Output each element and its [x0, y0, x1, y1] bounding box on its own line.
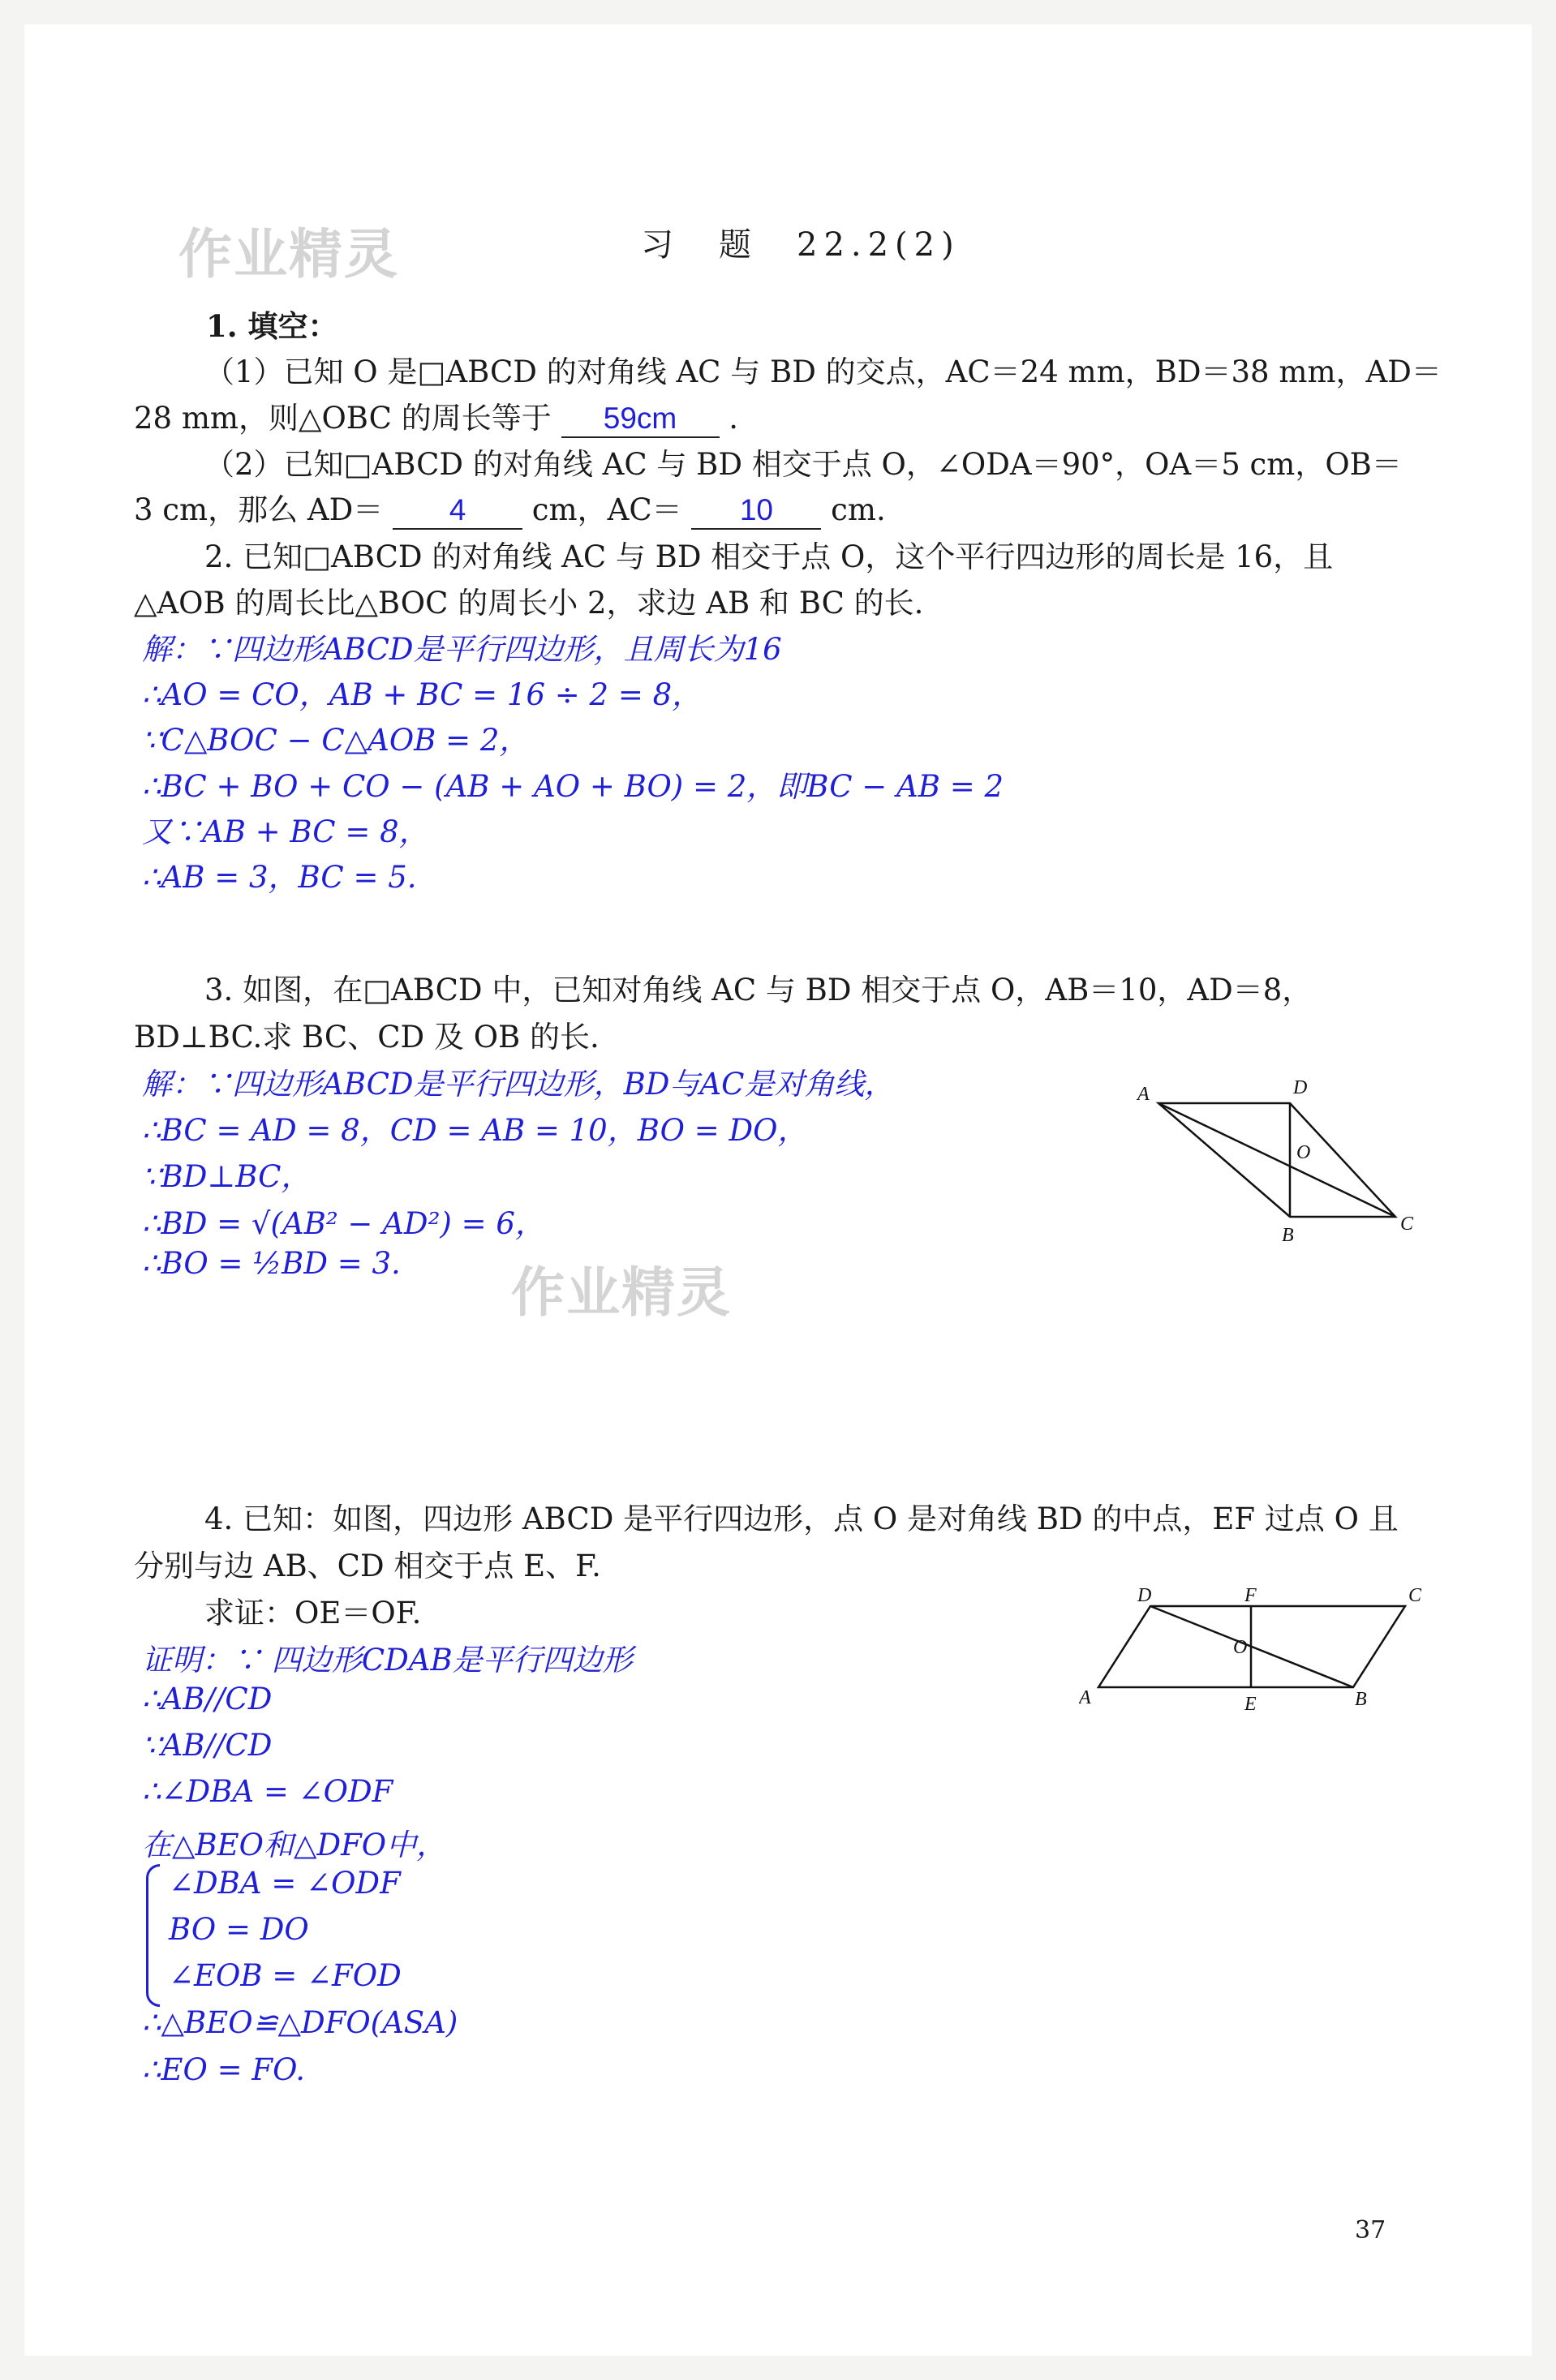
q2-line2: △AOB 的周长比△BOC 的周长小 2，求边 AB 和 BC 的长.: [134, 586, 924, 621]
q3-label-o: O: [1296, 1142, 1311, 1163]
q1-part1-line1: （1）已知 O 是□ABCD 的对角线 AC 与 BD 的交点，AC＝24 mm，BD＝38 mm，AD＝: [204, 354, 1442, 389]
q4-label-b: B: [1355, 1689, 1367, 1710]
q4-line3: 求证：OE＝OF.: [204, 1596, 422, 1630]
q3-line2: BD⊥BC.求 BC、CD 及 OB 的长.: [134, 1020, 600, 1055]
q3-label-a: A: [1137, 1084, 1150, 1105]
q1-part2-answer2: 10: [691, 495, 821, 530]
page: [24, 24, 1532, 2356]
q4-figure: [1079, 1582, 1460, 1728]
q4-solution-3: ∵AB//CD: [142, 1728, 273, 1763]
q1-part1-end: .: [729, 401, 739, 436]
q2-solution-4: ∴BC + BO + CO − (AB + AO + BO) = 2，即BC − AB = 2: [142, 769, 1004, 804]
q4-solution-5: 在△BEO和△DFO中，: [142, 1828, 447, 1862]
q4-label-e: E: [1244, 1694, 1257, 1715]
q1-part2-answer1: 4: [393, 495, 522, 530]
q1-part1-line2: [134, 393, 738, 438]
watermark-mid: 作业精灵: [511, 1261, 732, 1324]
q3-solution-2: ∴BC = AD = 8，CD = AB = 10，BO = DO，: [142, 1113, 808, 1148]
q2-solution-1: 解：∵四边形ABCD是平行四边形，且周长为16: [142, 632, 782, 667]
q4-solution-10: ∴EO = FO.: [142, 2052, 306, 2087]
q4-label-f: F: [1244, 1585, 1257, 1606]
q4-solution-7: BO = DO: [169, 1912, 309, 1947]
q3-label-d: D: [1293, 1077, 1308, 1098]
watermark-top: 作业精灵: [178, 223, 399, 286]
q1-part1-text: 28 mm，则△OBC 的周长等于: [134, 401, 552, 436]
q3-label-c: C: [1400, 1214, 1414, 1235]
q1-part2-end: cm.: [831, 492, 886, 527]
q2-line1: 2. 已知□ABCD 的对角线 AC 与 BD 相交于点 O，这个平行四边形的周长是 16，且: [204, 539, 1334, 574]
q4-solution-2: ∴AB//CD: [142, 1682, 273, 1716]
page-number: 37: [1355, 2216, 1386, 2245]
q1-part1-answer: 59cm: [561, 403, 720, 438]
q4-line2: 分别与边 AB、CD 相交于点 E、F.: [134, 1549, 601, 1583]
q4-line1: 4. 已知：如图，四边形 ABCD 是平行四边形，点 O 是对角线 BD 的中点，EF 过点 O 且: [204, 1501, 1399, 1536]
q3-solution-3: ∵BD⊥BC，: [142, 1159, 312, 1194]
q3-solution-4: ∴BD = √(AB² − AD²) = 6，: [142, 1206, 545, 1241]
q4-solution-8: ∠EOB = ∠FOD: [169, 1958, 402, 1993]
q3-label-b: B: [1282, 1225, 1294, 1246]
q4-label-a: A: [1079, 1687, 1091, 1708]
q2-solution-3: ∵C△BOC − C△AOB = 2，: [142, 723, 530, 758]
q4-solution-9: ∴△BEO≌△DFO(ASA): [142, 2005, 458, 2040]
q3-diagonal-ac: [1158, 1103, 1395, 1217]
q2-solution-2: ∴AO = CO，AB + BC = 16 ÷ 2 = 8，: [142, 677, 703, 712]
q2-solution-6: ∴AB = 3，BC = 5.: [142, 860, 417, 895]
q1-part2-text: 3 cm，那么 AD＝: [134, 492, 384, 527]
q4-solution-6: ∠DBA = ∠ODF: [169, 1866, 401, 1901]
page-title: 习 题 22.2(2): [641, 226, 961, 264]
q1-part2-line1: （2）已知□ABCD 的对角线 AC 与 BD 相交于点 O，∠ODA＝90°，OA＝5 cm，OB＝: [204, 447, 1402, 482]
q4-label-o: O: [1233, 1637, 1248, 1658]
q1-part2-mid: cm，AC＝: [531, 492, 682, 527]
q1-header: 1. 填空：: [206, 308, 338, 344]
q2-solution-5: 又∵AB + BC = 8，: [142, 814, 429, 849]
q4-label-d: D: [1137, 1585, 1152, 1606]
q4-label-c: C: [1408, 1585, 1422, 1606]
q3-solution-1: 解：∵四边形ABCD是平行四边形，BD与AC是对角线，: [142, 1067, 895, 1102]
q4-system-brace: [146, 1864, 160, 2007]
q4-solution-4: ∴∠DBA = ∠ODF: [142, 1774, 393, 1809]
q3-line1: 3. 如图，在□ABCD 中，已知对角线 AC 与 BD 相交于点 O，AB＝10，AD＝8，: [204, 973, 1313, 1007]
q3-figure: [1128, 1063, 1436, 1249]
q3-solution-5: ∴BO = ½BD = 3.: [142, 1246, 401, 1281]
q4-solution-1: 证明：∵ 四边形CDAB是平行四边形: [142, 1643, 633, 1678]
q1-part2-line2: [134, 485, 886, 530]
